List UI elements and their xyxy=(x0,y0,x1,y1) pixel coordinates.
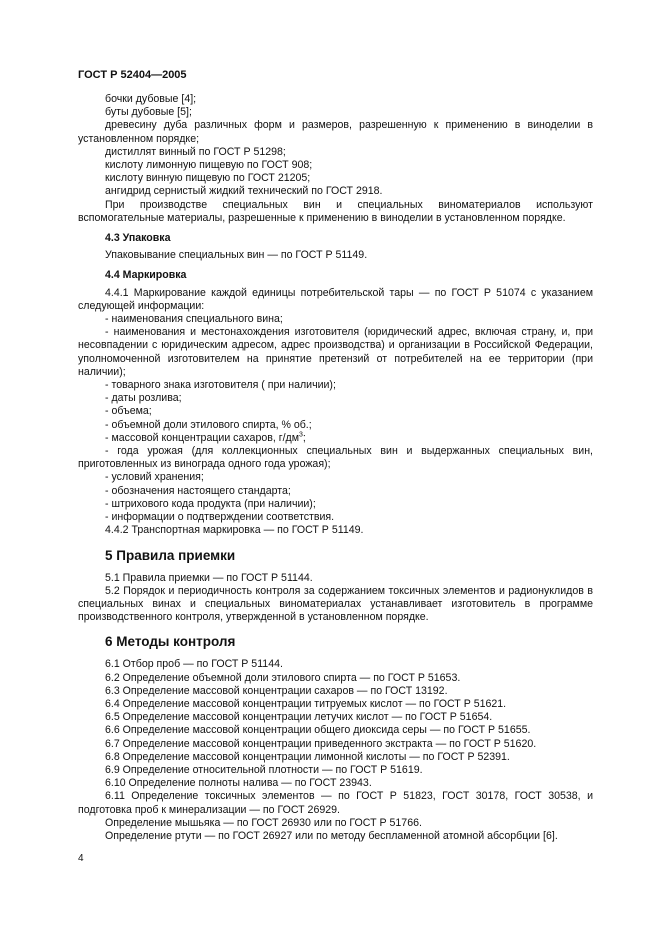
method-item: 6.5 Определение массовой концентрации летучих кислот — по ГОСТ Р 51654. xyxy=(105,711,493,724)
method-item: 6.8 Определение массовой концентрации лимонной кислоты — по ГОСТ Р 52391. xyxy=(105,750,510,763)
marking-item: - информации о подтверждении соответствия. xyxy=(105,511,335,524)
method-item: 6.3 Определение массовой концентрации сахаров — по ГОСТ 13192. xyxy=(105,684,448,697)
section-5-title: 5 Правила приемки xyxy=(105,547,236,563)
material-item: буты дубовые [5]; xyxy=(105,106,192,119)
method-item: 6.9 Определение относительной плотности — по ГОСТ Р 51619. xyxy=(105,763,423,776)
method-item: 6.2 Определение объемной доли этилового спирта — по ГОСТ Р 51653. xyxy=(105,671,461,684)
method-item: 6.4 Определение массовой концентрации титруемых кислот — по ГОСТ Р 51621. xyxy=(105,697,507,710)
sugar-superscript: 3 xyxy=(299,431,303,439)
sugar-text: - массовой концентрации сахаров, г/дм xyxy=(105,431,300,444)
page-number: 4 xyxy=(78,853,84,864)
marking-item: - наименования специального вина; xyxy=(105,313,283,326)
section-4-4-1-intro: 4.4.1 Маркирование каждой единицы потребительской тары — по ГОСТ Р 51074 с указанием следующей информации: xyxy=(78,286,593,312)
marking-item-sugar xyxy=(78,432,593,445)
method-item: Определение ртути — по ГОСТ 26927 или по методу беспламенной атомной абсорбции [6]. xyxy=(105,829,558,842)
section-4-3-text: Упаковывание специальных вин — по ГОСТ Р 51149. xyxy=(105,249,368,262)
material-item: кислоту винную пищевую по ГОСТ 21205; xyxy=(105,172,311,185)
marking-item: - штрихового кода продукта (при наличии); xyxy=(105,497,316,510)
marking-item: - года урожая (для коллекционных специальных вин и выдержанных специальных вин, приготовленных из винограда одного года урожая); xyxy=(78,445,593,471)
section-4-4-title: 4.4 Маркировка xyxy=(105,269,187,282)
section-4-4-2: 4.4.2 Транспортная маркировка — по ГОСТ Р 51149. xyxy=(105,524,364,537)
method-item: 6.1 Отбор проб — по ГОСТ Р 51144. xyxy=(105,658,283,671)
section-5-1: 5.1 Правила приемки — по ГОСТ Р 51144. xyxy=(105,571,313,584)
material-item: дистиллят винный по ГОСТ Р 51298; xyxy=(105,145,286,158)
sugar-tail: ; xyxy=(302,431,306,444)
method-item: 6.10 Определение полноты налива — по ГОСТ 23943. xyxy=(105,777,372,790)
section-5-2: 5.2 Порядок и периодичность контроля за содержанием токсичных элементов и радионуклидов в специальных винах и специальных виноматериалах устанавливает изготовитель в программе производственного контроля, утвержденной в установленном порядке. xyxy=(78,584,593,624)
material-item: бочки дубовые [4]; xyxy=(105,93,197,105)
method-item: Определение мышьяка — по ГОСТ 26930 или по ГОСТ Р 51766. xyxy=(105,816,422,829)
marking-item: - товарного знака изготовителя ( при наличии); xyxy=(105,379,336,392)
document-body xyxy=(78,93,593,843)
marking-item: - объемной доли этилового спирта, % об.; xyxy=(105,418,312,431)
section-4-3-title: 4.3 Упаковка xyxy=(105,232,171,245)
material-item: древесину дуба различных форм и размеров, разрешенную к применению в виноделии в установленном порядке; xyxy=(78,119,593,145)
marking-item: - объема; xyxy=(105,405,152,418)
document-header: ГОСТ Р 52404—2005 xyxy=(78,69,187,81)
marking-item: - даты розлива; xyxy=(105,392,182,405)
section-6-title: 6 Методы контроля xyxy=(105,634,236,650)
materials-paragraph: При производстве специальных вин и специальных виноматериалов используют вспомогательные материалы, разрешенные к применению в виноделии в установленном порядке. xyxy=(78,198,593,224)
marking-item: - условий хранения; xyxy=(105,471,204,484)
material-item: кислоту лимонную пищевую по ГОСТ 908; xyxy=(105,159,313,172)
method-item: 6.6 Определение массовой концентрации общего диоксида серы — по ГОСТ Р 51655. xyxy=(105,724,531,737)
material-item: ангидрид сернистый жидкий технический по ГОСТ 2918. xyxy=(105,185,383,198)
method-item: 6.7 Определение массовой концентрации приведенного экстракта — по ГОСТ Р 51620. xyxy=(105,737,537,750)
method-item: 6.11 Определение токсичных элементов — по ГОСТ Р 51823, ГОСТ 30178, ГОСТ 30538, и подготовка проб к минерализации — по ГОСТ 26929. xyxy=(78,790,593,816)
marking-item: - обозначения настоящего стандарта; xyxy=(105,484,291,497)
marking-item: - наименования и местонахождения изготовителя (юридический адрес, включая страну, и, при несовпадении с юридическим адресом, адрес производства) и организации в Российской Федерации, уполномоченной изготовителем на принятие претензий от потребителей на ее территории (при наличии); xyxy=(78,326,593,378)
